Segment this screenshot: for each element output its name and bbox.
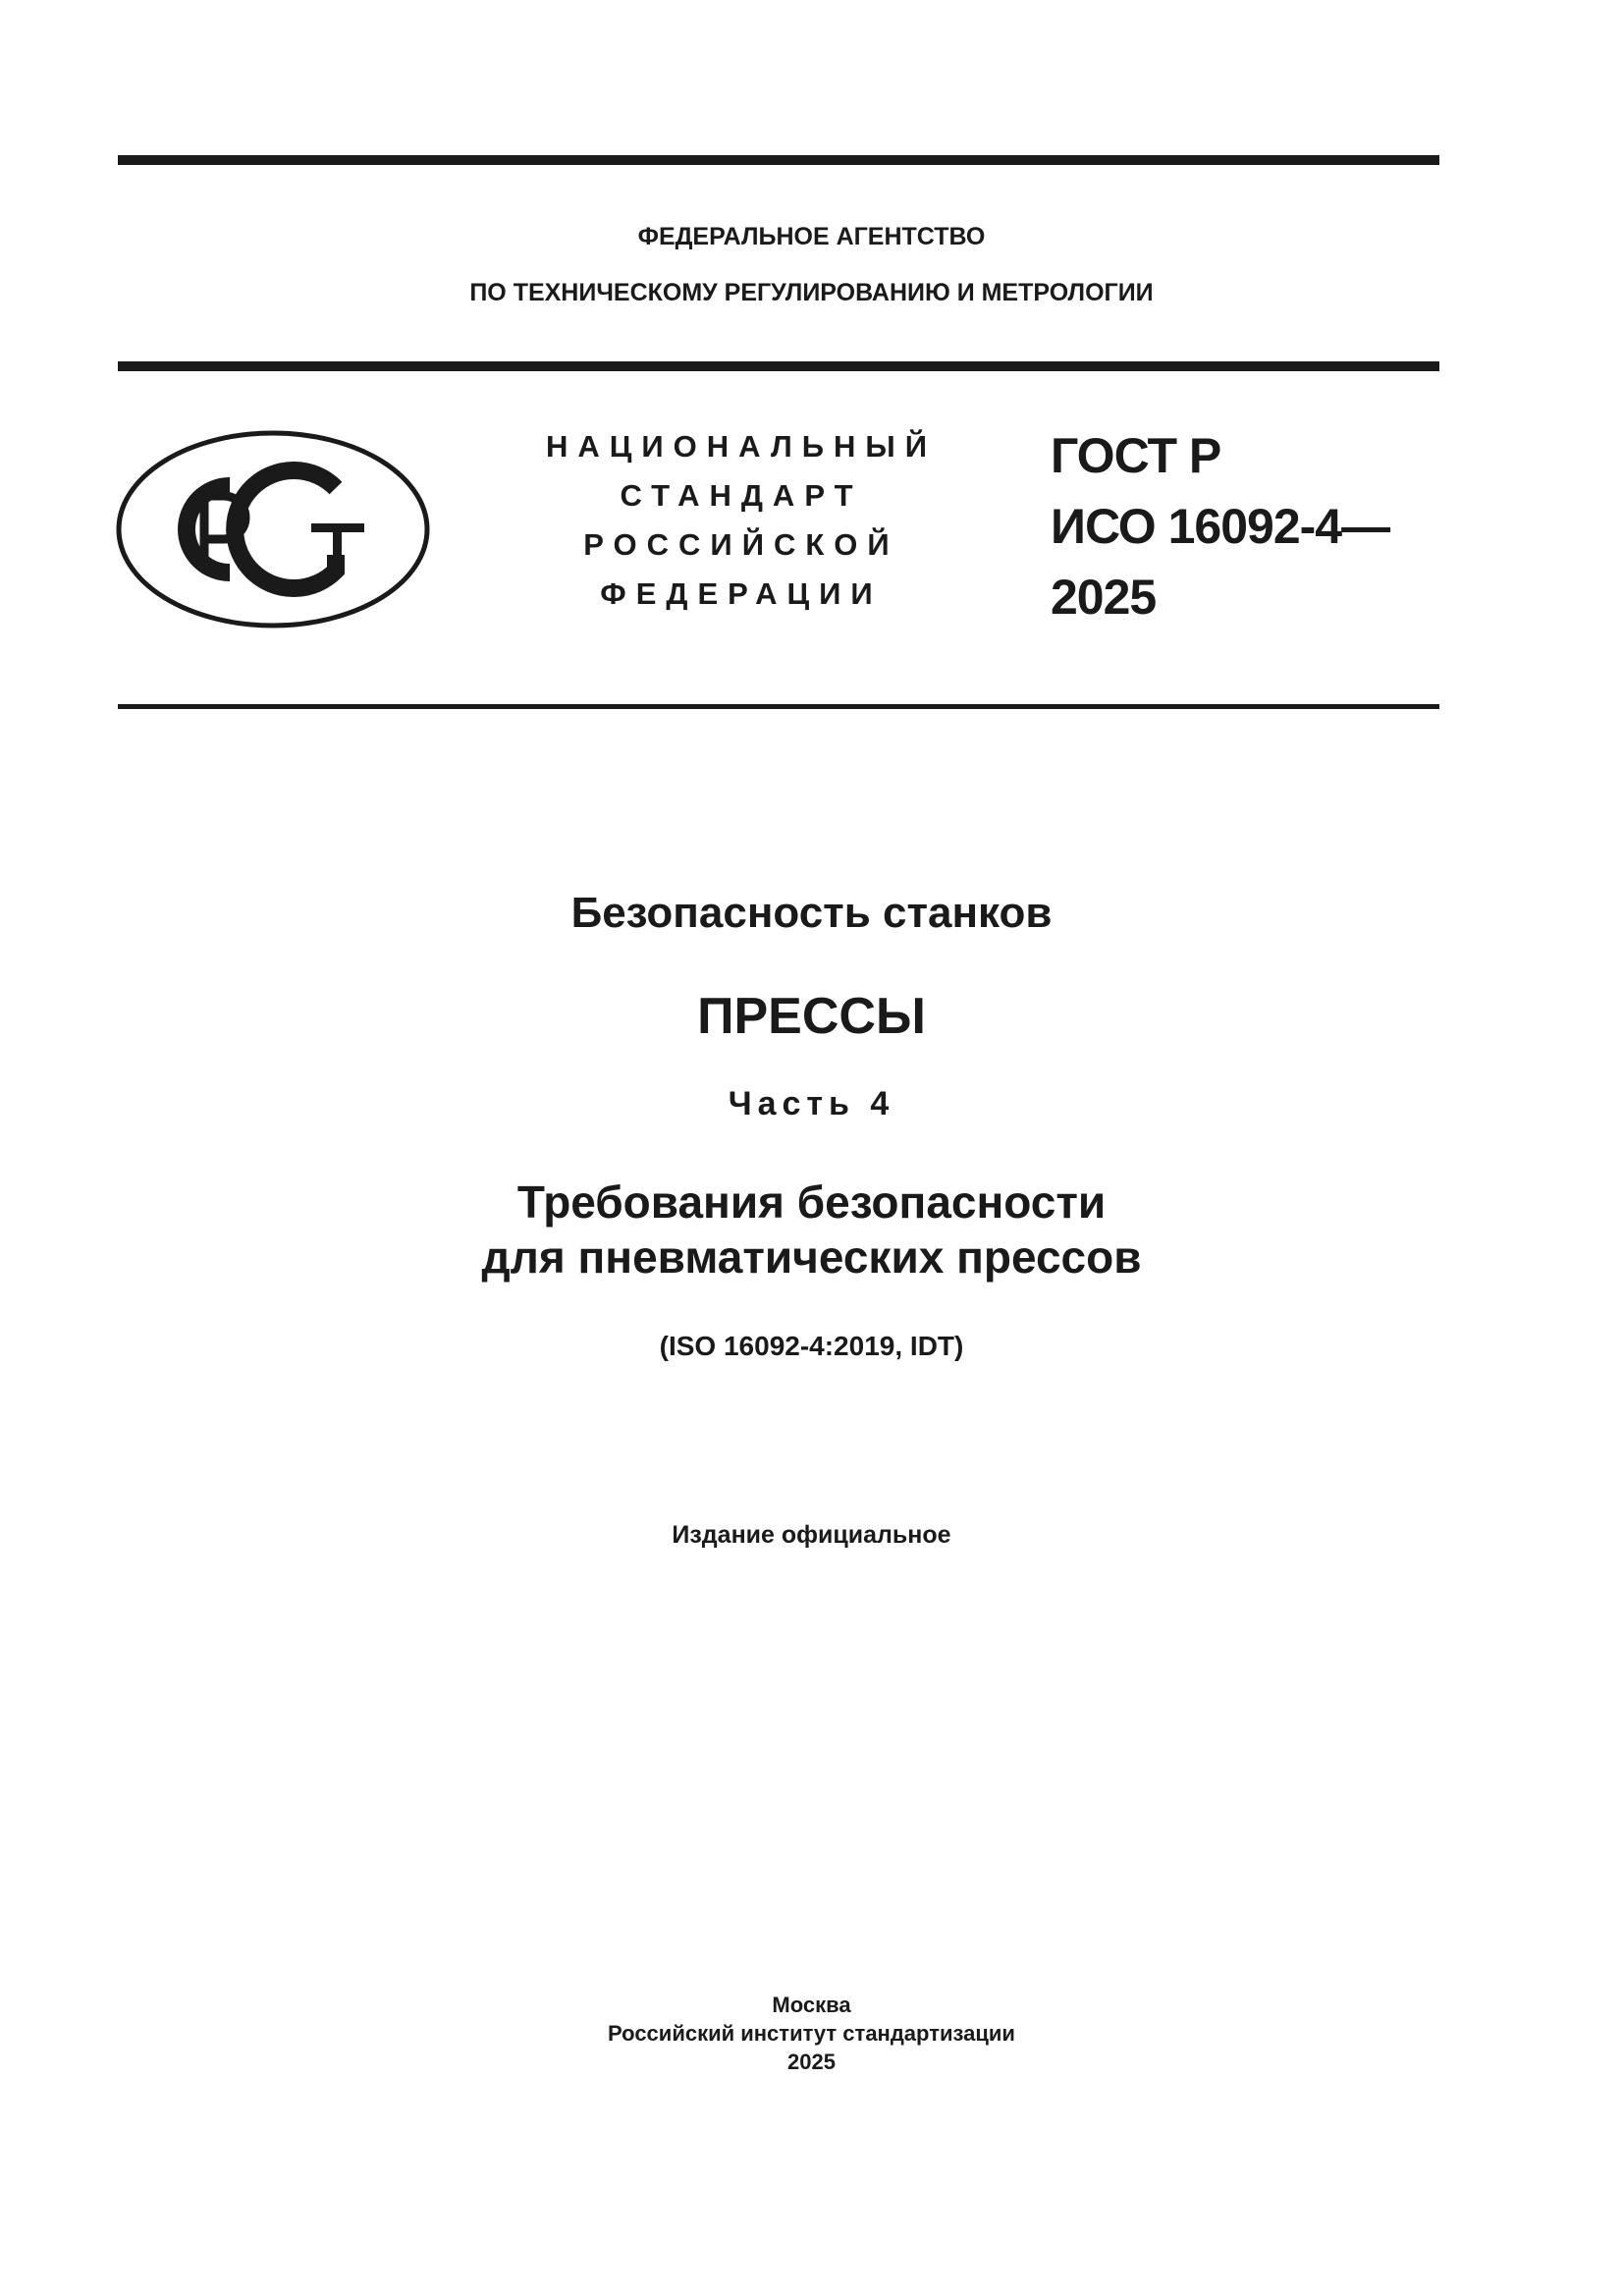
national-line-4: ФЕДЕРАЦИИ bbox=[600, 576, 883, 611]
publisher-year: 2025 bbox=[787, 2050, 836, 2074]
national-line-3: РОССИЙСКОЙ bbox=[583, 527, 899, 562]
national-line-1: НАЦИОНАЛЬНЫЙ bbox=[545, 429, 938, 464]
top-rule bbox=[118, 155, 1439, 165]
agency-bottom-rule bbox=[118, 361, 1439, 371]
national-standard-block bbox=[511, 422, 972, 619]
agency-line-2: ПО ТЕХНИЧЕСКОМУ РЕГУЛИРОВАНИЮ И МЕТРОЛОГИИ bbox=[469, 279, 1154, 306]
standard-designation bbox=[1051, 420, 1389, 632]
national-line-2: СТАНДАРТ bbox=[620, 478, 863, 513]
header-bottom-rule bbox=[118, 704, 1439, 709]
rst-emblem-icon bbox=[114, 429, 433, 630]
requirements-line-2: для пневматических прессов bbox=[481, 1231, 1142, 1283]
requirements-line-1: Требования безопасности bbox=[516, 1176, 1107, 1228]
publisher-institute: Российский институт стандартизации bbox=[608, 2021, 1015, 2046]
iso-reference: (ISO 16092-4:2019, IDT) bbox=[659, 1331, 964, 1361]
agency-line-1: ФЕДЕРАЛЬНОЕ АГЕНТСТВО bbox=[637, 223, 986, 250]
edition-label: Издание официальное bbox=[672, 1521, 951, 1549]
document-title: ПРЕССЫ bbox=[697, 988, 926, 1045]
document-subtitle: Безопасность станков bbox=[570, 889, 1053, 937]
designation-line-1: ГОСТ Р bbox=[1051, 428, 1221, 483]
designation-line-2: ИСО 16092-4— bbox=[1051, 499, 1390, 554]
designation-line-3: 2025 bbox=[1051, 570, 1157, 625]
part-number: Часть 4 bbox=[728, 1085, 895, 1122]
publisher-city: Москва bbox=[772, 1993, 851, 2017]
